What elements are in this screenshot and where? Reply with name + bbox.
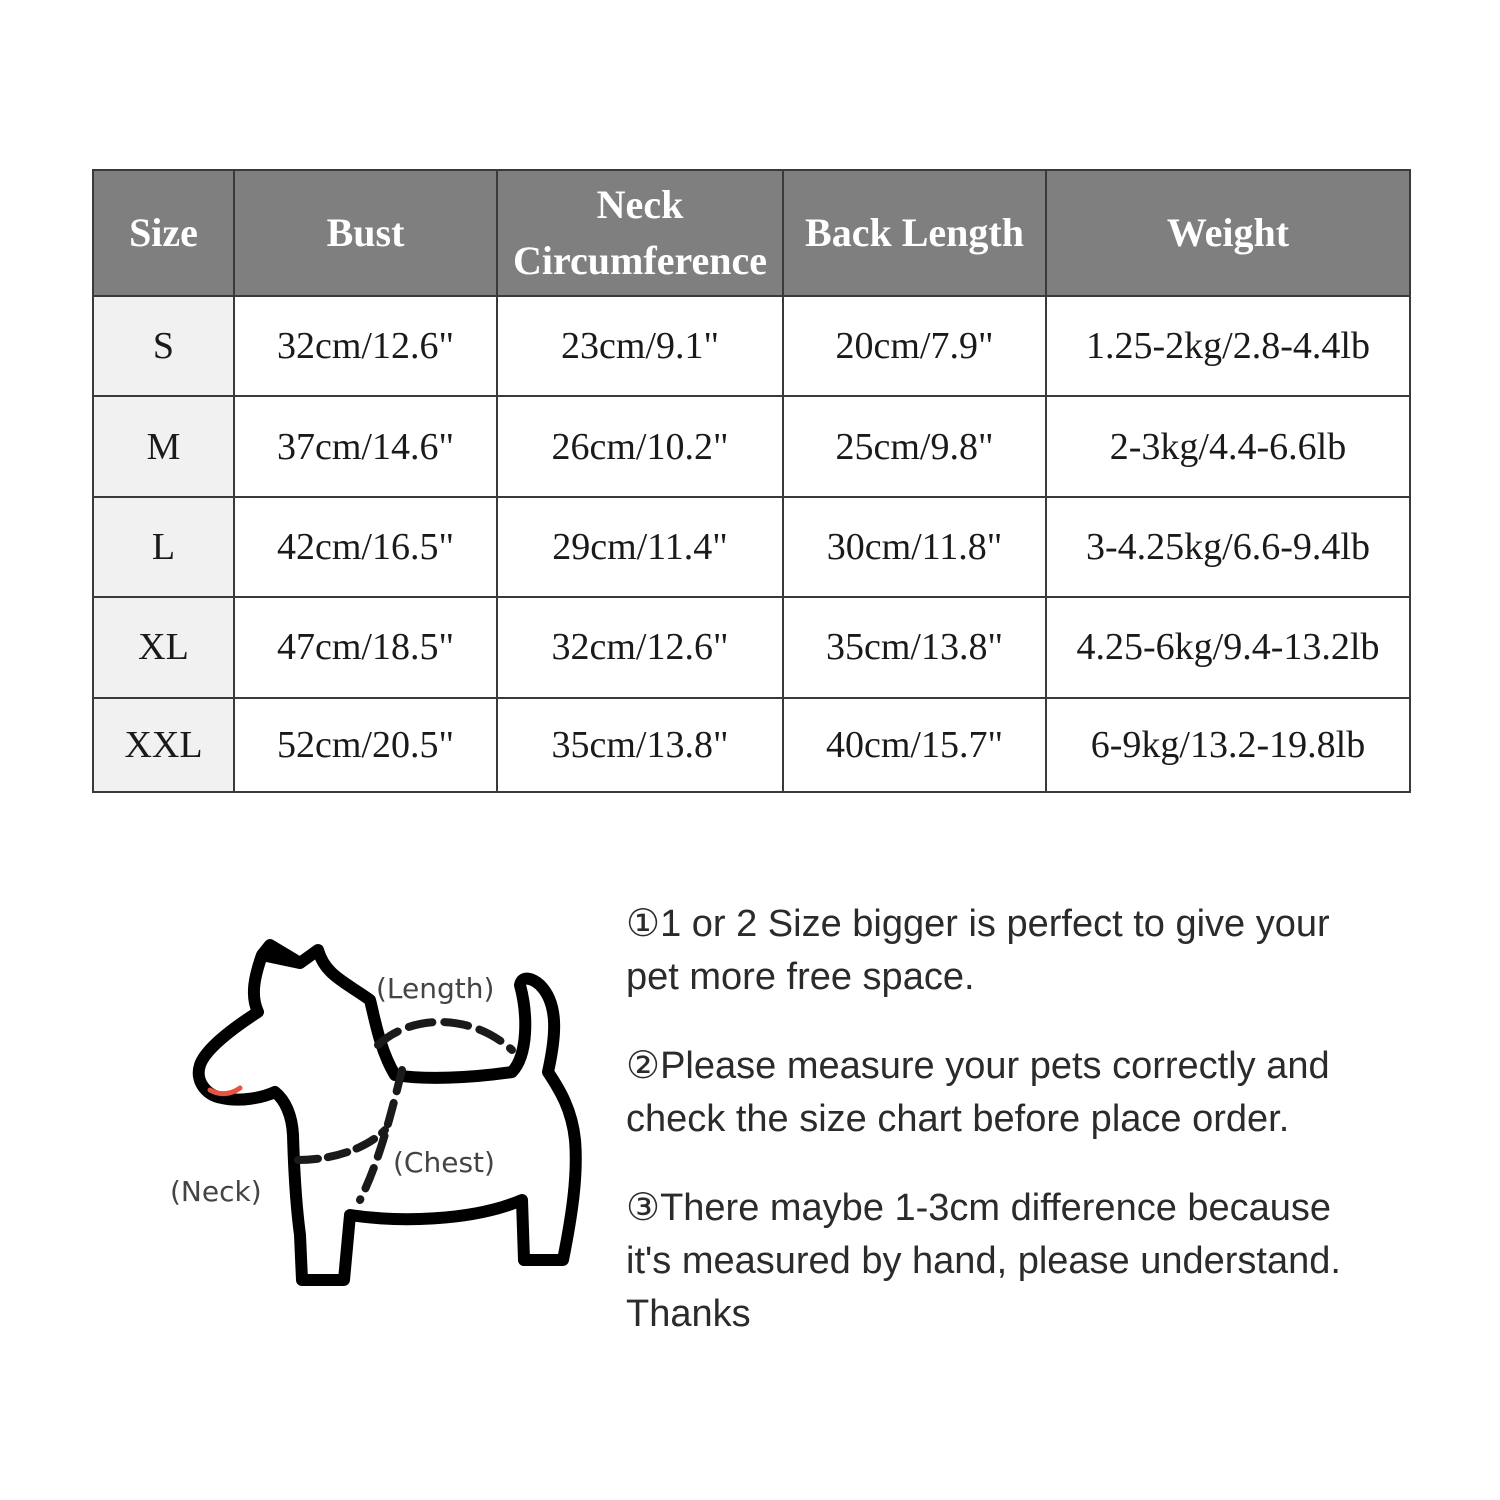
cell-size: XXL xyxy=(93,698,234,792)
cell-back-length: 20cm/7.9" xyxy=(783,296,1046,396)
header-back-length: Back Length xyxy=(783,170,1046,296)
neck-measure-line xyxy=(298,1130,385,1160)
cell-back-length: 30cm/11.8" xyxy=(783,497,1046,597)
table-row xyxy=(93,296,1410,396)
dog-mouth-icon xyxy=(210,1088,240,1094)
size-chart-table xyxy=(92,169,1411,793)
note-item: ②Please measure your pets correctly and check the size chart before place order. xyxy=(626,1045,1330,1140)
cell-bust: 47cm/18.5" xyxy=(234,597,497,697)
size-notes xyxy=(626,898,1386,1377)
header-neck-line2: Circumference xyxy=(513,238,767,283)
cell-weight: 2-3kg/4.4-6.6lb xyxy=(1046,396,1410,496)
cell-size: S xyxy=(93,296,234,396)
header-weight: Weight xyxy=(1046,170,1410,296)
table-header-row xyxy=(93,170,1410,296)
dog-measurement-diagram xyxy=(150,920,620,1300)
cell-neck: 23cm/9.1" xyxy=(497,296,783,396)
length-measure-line xyxy=(378,1022,512,1050)
chest-label: (Chest) xyxy=(393,1146,495,1179)
cell-size: M xyxy=(93,396,234,496)
note-item: ③There maybe 1-3cm difference because it's measured by hand, please understand. Thanks xyxy=(626,1187,1341,1335)
cell-size: XL xyxy=(93,597,234,697)
table-row xyxy=(93,396,1410,496)
table-row xyxy=(93,597,1410,697)
cell-back-length: 35cm/13.8" xyxy=(783,597,1046,697)
cell-weight: 1.25-2kg/2.8-4.4lb xyxy=(1046,296,1410,396)
cell-neck: 26cm/10.2" xyxy=(497,396,783,496)
note-item: ①1 or 2 Size bigger is perfect to give your pet more free space. xyxy=(626,903,1330,998)
cell-bust: 37cm/14.6" xyxy=(234,396,497,496)
length-label: (Length) xyxy=(376,972,495,1005)
cell-bust: 32cm/12.6" xyxy=(234,296,497,396)
table-row xyxy=(93,698,1410,792)
header-bust: Bust xyxy=(234,170,497,296)
header-neck-line1: Neck xyxy=(596,182,684,227)
cell-weight: 3-4.25kg/6.6-9.4lb xyxy=(1046,497,1410,597)
header-size: Size xyxy=(93,170,234,296)
header-neck-circumference xyxy=(497,170,783,296)
cell-weight: 4.25-6kg/9.4-13.2lb xyxy=(1046,597,1410,697)
cell-neck: 29cm/11.4" xyxy=(497,497,783,597)
cell-back-length: 25cm/9.8" xyxy=(783,396,1046,496)
cell-neck: 32cm/12.6" xyxy=(497,597,783,697)
cell-back-length: 40cm/15.7" xyxy=(783,698,1046,792)
neck-label: (Neck) xyxy=(170,1175,262,1208)
cell-bust: 42cm/16.5" xyxy=(234,497,497,597)
cell-neck: 35cm/13.8" xyxy=(497,698,783,792)
table-row xyxy=(93,497,1410,597)
cell-size: L xyxy=(93,497,234,597)
cell-bust: 52cm/20.5" xyxy=(234,698,497,792)
cell-weight: 6-9kg/13.2-19.8lb xyxy=(1046,698,1410,792)
